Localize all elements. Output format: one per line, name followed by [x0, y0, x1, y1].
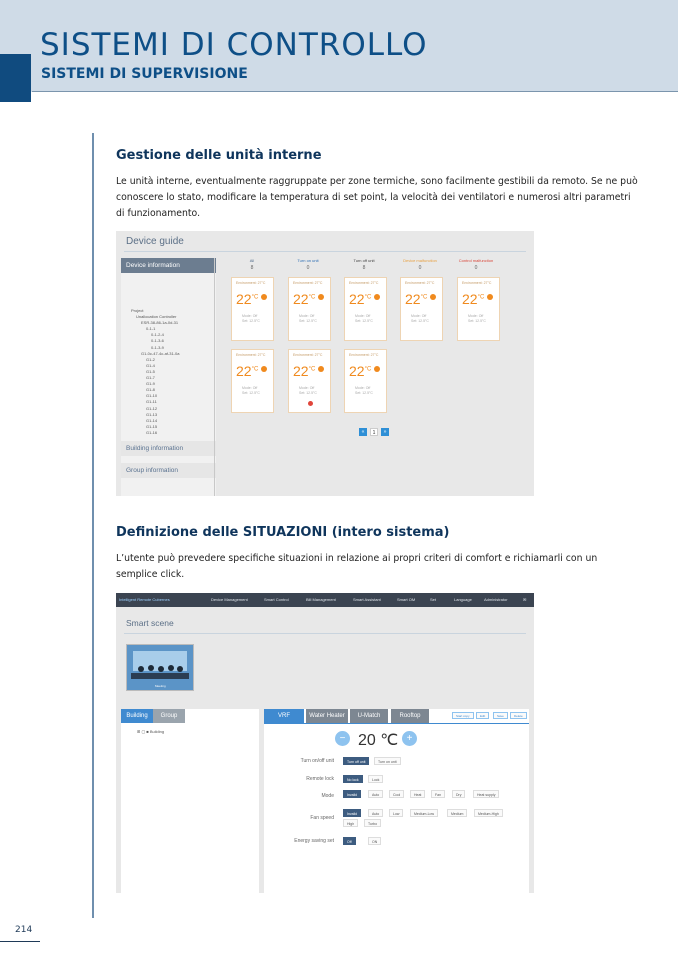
smart-scene-title: Smart scene	[126, 618, 174, 628]
sun-icon	[318, 366, 324, 372]
divider	[214, 258, 215, 496]
indoor-unit-card[interactable]	[288, 349, 331, 413]
unit-mode-info	[242, 386, 260, 396]
indoor-unit-card[interactable]	[231, 349, 274, 413]
environment-temperature: Environment: 27°C	[349, 353, 379, 357]
environment-temperature: Environment: 27°C	[405, 281, 435, 285]
nav-item[interactable]: Language	[454, 597, 472, 602]
setting-option-button[interactable]: Auto	[368, 790, 383, 798]
scene-thumbnail[interactable]	[126, 644, 194, 691]
mail-icon[interactable]: ✉	[523, 597, 527, 602]
unit-status-counter[interactable]	[230, 258, 274, 271]
sidebar-item-device-information[interactable]: Device information	[121, 258, 216, 273]
tree-node[interactable]: G1-8	[146, 387, 155, 393]
temperature-unit: °C	[364, 294, 372, 301]
nav-item[interactable]: Bill Management	[306, 597, 336, 602]
unit-setpoint: Set: 12.5°C	[299, 391, 317, 395]
tab-u-match[interactable]: U-Match	[350, 709, 388, 723]
pagination-next-button[interactable]: »	[381, 428, 389, 436]
header-accent-tab	[0, 54, 31, 102]
sun-icon	[261, 294, 267, 300]
setting-option-button[interactable]: Medium	[447, 809, 467, 817]
sun-icon	[374, 294, 380, 300]
nav-item[interactable]: Set	[430, 597, 437, 602]
tab-rooftop[interactable]: Rooftop	[391, 709, 429, 723]
setting-option-button[interactable]: Cool	[389, 790, 404, 798]
unit-status-counter[interactable]	[454, 258, 498, 271]
setting-label: Turn on/off unit	[300, 758, 334, 764]
setting-option-button[interactable]: Heat supply	[473, 790, 499, 798]
setting-option-button[interactable]: Off	[343, 837, 356, 845]
nav-item[interactable]: Smart Assistant	[353, 597, 381, 602]
temperature-value: 22	[349, 291, 365, 307]
sun-icon	[318, 294, 324, 300]
unit-temperature	[236, 291, 258, 307]
status-count: 0	[474, 265, 478, 271]
tab-vrf[interactable]: VRF	[264, 709, 304, 723]
page-title: SISTEMI DI CONTROLLO	[40, 27, 428, 63]
unit-mode-info	[468, 314, 486, 324]
device-guide-title: Device guide	[126, 236, 184, 247]
tree-node[interactable]: G1-10	[146, 393, 158, 399]
setting-option-button[interactable]: Fan	[431, 790, 445, 798]
setting-option-button[interactable]: Medium-High	[474, 809, 503, 817]
setting-option-button[interactable]: Invalid	[343, 809, 361, 817]
tree-node[interactable]: Project	[131, 308, 144, 313]
section-text-internal-units: Le unità interne, eventualmente raggruppate per zone termiche, sono facilmente gestibili da remoto. Se ne può conoscere lo stato, modificare la temperatura di set point, la velocità dei ventilatori e numerosi altri parametri di funzionamento.	[116, 176, 638, 219]
tree-node[interactable]: G1-0c-47-4c-af-31-0a	[141, 350, 180, 356]
temperature-value: 22	[462, 291, 478, 307]
sun-icon	[261, 366, 267, 372]
temperature-unit: °C	[364, 366, 372, 373]
scene-action-button[interactable]: Delete	[510, 712, 527, 719]
environment-temperature: Environment: 27°C	[293, 281, 323, 285]
tree-node[interactable]: G1-15	[146, 423, 158, 429]
divider	[124, 633, 526, 634]
status-label: Turn on unit	[297, 258, 319, 263]
sidebar-item-group-information[interactable]: Group information	[121, 463, 216, 478]
setting-option-button[interactable]: Turn off unit	[343, 757, 369, 765]
setting-option-button[interactable]: Low	[389, 809, 403, 817]
sidebar-item-building-information[interactable]: Building information	[121, 441, 216, 456]
tree-node[interactable]: G1-13	[146, 411, 158, 417]
tree-node[interactable]: 0-1-1	[146, 326, 156, 332]
unit-mode: Mode: Off	[299, 386, 315, 390]
setting-option-button[interactable]: Dry	[452, 790, 465, 798]
unit-mode-info	[355, 314, 373, 324]
unit-mode: Mode: Off	[355, 314, 371, 318]
setting-option-button[interactable]: Lock	[368, 775, 383, 783]
status-count: 0	[306, 265, 310, 271]
nav-brand[interactable]: Intelligent Remote Cubernes	[119, 597, 170, 602]
unit-status-counter[interactable]	[398, 258, 442, 271]
setting-option-button[interactable]: ON	[368, 837, 381, 845]
tree-node[interactable]: G1-16	[146, 429, 158, 435]
section-text-situations: L’utente può prevedere specifiche situazioni in relazione ai propri criteri di comfort e richiamarli con un semplice click.	[116, 553, 598, 580]
alarm-indicator-icon	[308, 401, 313, 406]
setting-label: Energy saving set	[294, 838, 334, 844]
tree-node[interactable]: G1-4	[146, 362, 155, 368]
top-nav-bar	[116, 593, 534, 607]
unit-setpoint: Set: 12.5°C	[242, 391, 260, 395]
environment-temperature: Environment: 27°C	[236, 281, 266, 285]
temperature-value: 22	[236, 291, 252, 307]
temperature-unit: °C	[251, 294, 259, 301]
unit-setpoint: Set: 12.5°C	[355, 391, 373, 395]
section-heading-situations: Definizione delle SITUAZIONI (intero sistema)	[116, 525, 450, 540]
unit-setpoint: Set: 12.5°C	[355, 319, 373, 323]
tab-group[interactable]: Group	[153, 709, 185, 723]
temperature-value: 22	[293, 291, 309, 307]
nav-item[interactable]: Smart Control	[264, 597, 289, 602]
unit-mode-info	[299, 314, 317, 324]
temperature-value: 22	[236, 363, 252, 379]
unit-temperature	[349, 291, 371, 307]
unit-setpoint: Set: 12.5°C	[411, 319, 429, 323]
environment-temperature: Environment: 27°C	[349, 281, 379, 285]
page-subtitle: SISTEMI DI SUPERVISIONE	[41, 66, 248, 82]
unit-mode: Mode: Off	[299, 314, 315, 318]
indoor-unit-card[interactable]	[288, 277, 331, 341]
temperature-unit: °C	[420, 294, 428, 301]
device-tree[interactable]	[131, 308, 216, 436]
tree-node[interactable]: G1-9	[146, 381, 155, 387]
indoor-unit-card[interactable]	[344, 349, 387, 413]
status-label: All	[249, 258, 255, 263]
unit-setpoint: Set: 12.5°C	[468, 319, 486, 323]
divider	[124, 251, 526, 252]
tree-node[interactable]: ESR-38-86-1a-0d-31	[141, 320, 179, 326]
unit-mode-info	[242, 314, 260, 324]
divider	[264, 723, 529, 724]
indoor-unit-card[interactable]	[457, 277, 500, 341]
nav-item[interactable]: Smart OM	[397, 597, 416, 602]
scene-action-button[interactable]: Save	[493, 712, 508, 719]
indoor-unit-card[interactable]	[344, 277, 387, 341]
setting-option-button[interactable]: Invalid	[343, 790, 361, 798]
scene-action-button[interactable]: Start copy	[452, 712, 474, 719]
temperature-value: 22	[293, 363, 309, 379]
sun-icon	[487, 294, 493, 300]
tree-node[interactable]: 0-1-2-4	[151, 332, 164, 338]
environment-temperature: Environment: 27°C	[293, 353, 323, 357]
status-label: Device malfunction	[403, 258, 437, 263]
environment-temperature: Environment: 27°C	[462, 281, 492, 285]
unit-mode: Mode: Off	[242, 314, 258, 318]
tree-node[interactable]: G1-11	[146, 399, 157, 405]
tab-water-heater[interactable]: Water Heater	[306, 709, 348, 723]
unit-temperature	[236, 363, 258, 379]
unit-temperature	[462, 291, 484, 307]
setting-label: Fan speed	[310, 815, 334, 821]
unit-setpoint: Set: 12.5°C	[299, 319, 317, 323]
status-count: 8	[362, 265, 366, 271]
tab-building[interactable]: Building	[121, 709, 153, 723]
temperature-value: 20 ℃	[358, 732, 399, 749]
scene-settings-panel	[264, 709, 529, 893]
nav-item[interactable]: Administrator	[484, 597, 508, 602]
setting-option-button[interactable]: Turn on unit	[374, 757, 401, 765]
temperature-unit: °C	[308, 366, 316, 373]
page-number-rule	[0, 941, 40, 942]
tree-node[interactable]: G1-12	[146, 405, 158, 411]
tree-node[interactable]: 0-1-3-9	[151, 344, 164, 350]
tree-node[interactable]: G1-2	[146, 356, 155, 362]
building-group-panel	[121, 709, 259, 893]
setting-label: Remote lock	[306, 776, 334, 782]
unit-mode: Mode: Off	[468, 314, 484, 318]
temperature-unit: °C	[308, 294, 316, 301]
tree-node[interactable]: 0-1-3-6	[151, 338, 164, 344]
tree-node[interactable]: G1-7	[146, 375, 155, 381]
unit-mode-info	[355, 386, 373, 396]
pagination-prev-button[interactable]: «	[359, 428, 367, 436]
sun-icon	[430, 294, 436, 300]
device-sidebar	[121, 258, 216, 496]
tree-item-label: Building	[149, 729, 165, 734]
section-heading-internal-units: Gestione delle unità interne	[116, 148, 322, 163]
thumbnail-label: Meeting	[155, 684, 166, 688]
setting-option-button[interactable]: Auto	[368, 809, 383, 817]
temperature-unit: °C	[251, 366, 259, 373]
tree-node[interactable]: Unallocation Controller	[136, 314, 177, 320]
tree-node[interactable]: G1-14	[146, 417, 158, 423]
indoor-unit-card[interactable]	[231, 277, 274, 341]
setting-option-button[interactable]: High	[343, 819, 358, 827]
pagination-page-button[interactable]: 1	[370, 428, 378, 436]
temperature-value: 22	[349, 363, 365, 379]
header-rule	[32, 91, 678, 92]
temperature-value: 22	[405, 291, 421, 307]
unit-mode-info	[299, 386, 317, 396]
setting-option-button[interactable]: Heat	[410, 790, 425, 798]
status-label: Control malfunction	[458, 258, 494, 263]
unit-mode: Mode: Off	[411, 314, 427, 318]
setting-label: Mode	[321, 793, 334, 799]
status-label: Turn off unit	[353, 258, 375, 263]
unit-temperature	[349, 363, 371, 379]
setting-option-button[interactable]: No lock	[343, 775, 363, 783]
smart-scene-screenshot	[116, 593, 534, 893]
tree-node[interactable]: G1-5	[146, 368, 155, 374]
status-count: 8	[250, 265, 254, 271]
decrease-temperature-button[interactable]: −	[335, 731, 350, 746]
setting-option-button[interactable]: Medium-Low	[410, 809, 438, 817]
sun-icon	[374, 366, 380, 372]
page-number: 214	[15, 925, 33, 935]
unit-temperature	[293, 363, 315, 379]
indoor-unit-card[interactable]	[400, 277, 443, 341]
increase-temperature-button[interactable]: +	[402, 731, 417, 746]
margin-rule	[92, 133, 94, 918]
scene-action-button[interactable]: Edit	[476, 712, 489, 719]
setting-option-button[interactable]: Turbo	[364, 819, 381, 827]
environment-temperature: Environment: 27°C	[236, 353, 266, 357]
unit-status-counter[interactable]	[286, 258, 330, 271]
status-count: 0	[418, 265, 422, 271]
tree-item-building[interactable]: ⊞ ▢ ■ Building	[137, 729, 165, 734]
unit-mode: Mode: Off	[242, 386, 258, 390]
unit-mode-info	[411, 314, 429, 324]
nav-item[interactable]: Device Management	[211, 597, 248, 602]
device-guide-screenshot	[116, 231, 534, 496]
unit-temperature	[405, 291, 427, 307]
unit-status-counter[interactable]	[342, 258, 386, 271]
unit-setpoint: Set: 12.5°C	[242, 319, 260, 323]
unit-mode: Mode: Off	[355, 386, 371, 390]
unit-temperature	[293, 291, 315, 307]
temperature-unit: °C	[477, 294, 485, 301]
